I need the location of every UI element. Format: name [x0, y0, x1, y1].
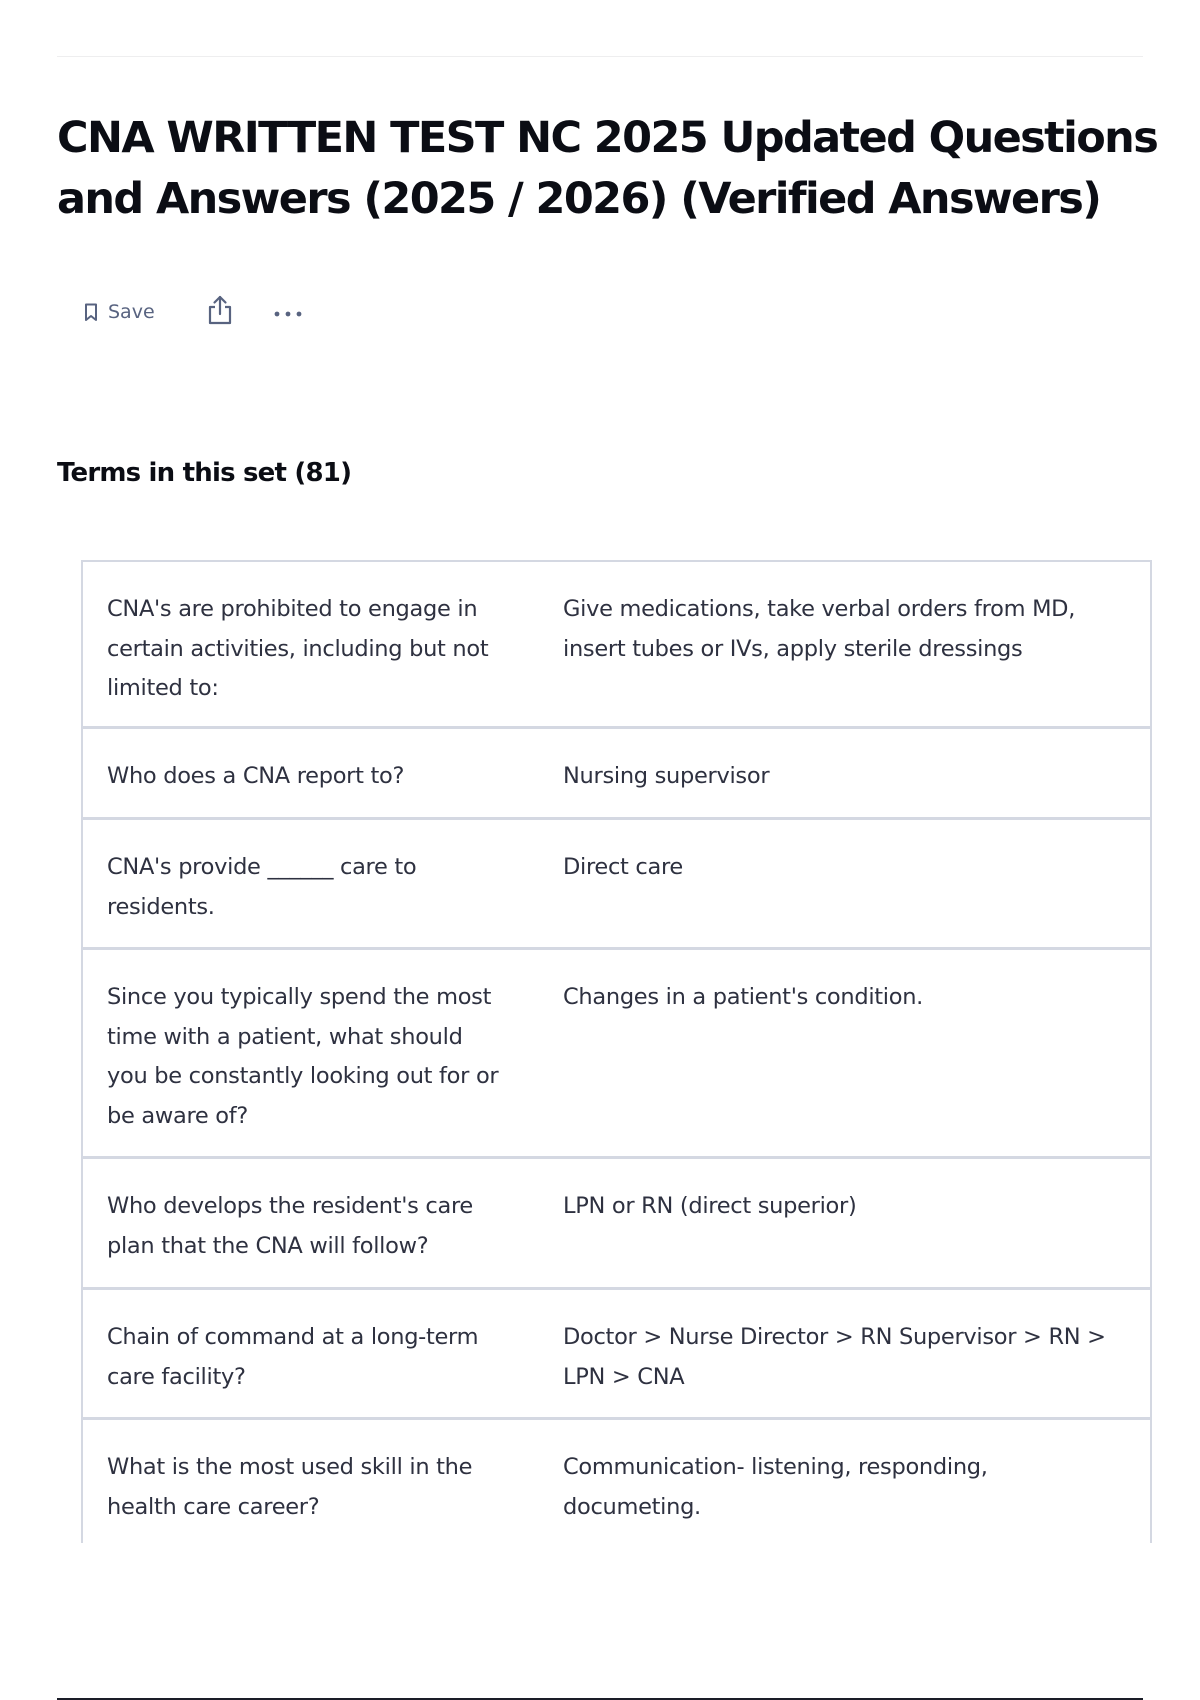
term-answer: Give medications, take verbal orders from MD, insert tubes or IVs, apply sterile dressings — [563, 596, 1076, 662]
term-answer: LPN or RN (direct superior) — [563, 1193, 857, 1219]
term-question: Chain of command at a long-term care facility? — [107, 1324, 479, 1390]
term-question: Who develops the resident's care plan that the CNA will follow? — [107, 1193, 473, 1259]
term-answer: Direct care — [563, 854, 683, 880]
term-answer: Doctor > Nurse Director > RN Supervisor > RN > LPN > CNA — [563, 1324, 1106, 1390]
term-question: Who does a CNA report to? — [107, 763, 405, 789]
bookmark-icon — [84, 303, 98, 322]
term-row[interactable] — [83, 1290, 1150, 1420]
term-row[interactable] — [83, 729, 1150, 820]
term-row[interactable] — [83, 950, 1150, 1159]
term-question: Since you typically spend the most time with a patient, what should you be constantly looking out for or be aware of? — [107, 984, 499, 1129]
term-question: CNA's provide ______ care to residents. — [107, 854, 417, 920]
save-label: Save — [108, 301, 155, 323]
terms-list — [81, 560, 1152, 1543]
share-icon — [207, 295, 233, 329]
term-answer: Communication- listening, responding, documeting. — [563, 1454, 988, 1520]
term-row[interactable] — [83, 560, 1150, 729]
share-button[interactable] — [207, 295, 233, 329]
term-row[interactable] — [83, 1420, 1150, 1543]
save-button[interactable] — [84, 301, 155, 323]
term-answer: Changes in a patient's condition. — [563, 984, 924, 1010]
terms-heading: Terms in this set (81) — [57, 458, 352, 488]
term-answer: Nursing supervisor — [563, 763, 770, 789]
term-row[interactable] — [83, 1159, 1150, 1290]
term-question: What is the most used skill in the health care career? — [107, 1454, 473, 1520]
more-options-icon — [273, 303, 303, 322]
more-options-button[interactable] — [273, 303, 303, 322]
set-toolbar — [84, 294, 303, 330]
term-question: CNA's are prohibited to engage in certain activities, including but not limited to: — [107, 596, 489, 701]
term-row[interactable] — [83, 820, 1150, 950]
page-title: CNA WRITTEN TEST NC 2025 Updated Questions and Answers (2025 / 2026) (Verified Answers) — [57, 113, 1158, 224]
top-divider — [57, 56, 1143, 57]
